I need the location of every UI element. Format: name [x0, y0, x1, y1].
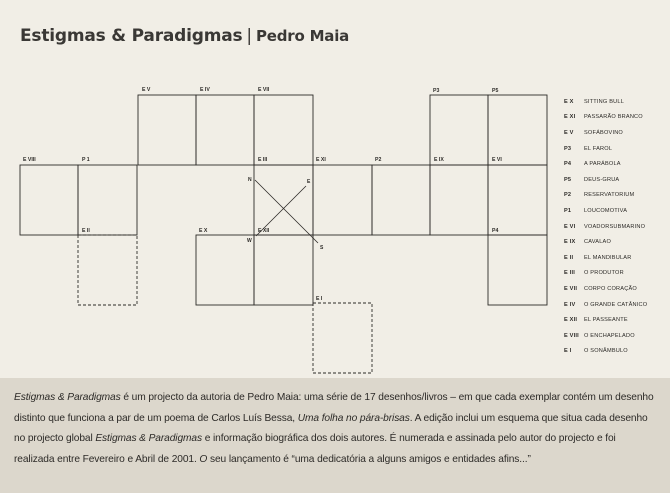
legend-name: CAVALAO [584, 239, 611, 246]
legend-code: E X [564, 98, 574, 105]
desc-part3: e informação biográfica dos dois autores. É numerada e assinada pelo autor do projecto e foi realizada entre Fevereiro e Abril de 2001. [14, 433, 616, 465]
legend-name: O SONÂMBULO [584, 348, 628, 355]
legend-row [564, 281, 668, 297]
legend-name: A PARÁBOLA [584, 161, 621, 168]
legend-row [564, 328, 668, 344]
label-ev: E V [142, 87, 151, 93]
label-eii: E II [82, 228, 90, 234]
legend-name: O ENCHAPELADO [584, 332, 635, 339]
cell-p1 [78, 165, 137, 235]
cell-evii [254, 95, 313, 165]
label-evi: E VI [492, 157, 502, 163]
cell-p5 [488, 95, 547, 165]
legend-row [564, 156, 668, 172]
legend-row [564, 172, 668, 188]
label-p3: P3 [433, 88, 440, 94]
compass-e: E [307, 179, 311, 185]
legend-code: P3 [564, 145, 572, 152]
cell-eix [430, 165, 488, 235]
label-evii: E VII [258, 87, 270, 93]
legend-code: P4 [564, 161, 572, 168]
desc-part2: . A edição inclui um esquema que situa cada desenho no projecto global [14, 412, 648, 444]
legend-code: E XI [564, 114, 576, 121]
legend-name: EL PASSEANTE [584, 317, 628, 324]
title-author: Pedro Maia [255, 27, 350, 45]
label-ex: E X [199, 228, 208, 234]
legend-name: SOFÁBOVINO [584, 129, 623, 136]
desc-launch-word: O [199, 453, 208, 465]
cell-exii [254, 235, 313, 305]
legend-code: E VII [564, 285, 578, 292]
legend-name: O GRANDE CATÂNICO [584, 301, 648, 308]
legend-row [564, 344, 668, 360]
cell-ei-dashed [313, 303, 372, 373]
legend [564, 94, 668, 359]
desc-poem-title: Uma folha no pára-brisas [297, 412, 410, 424]
cell-p3 [430, 95, 488, 165]
legend-name: RESERVATORIUM [584, 192, 635, 199]
legend-name: SITTING BULL [584, 98, 625, 105]
description-text [14, 388, 654, 470]
legend-row [564, 125, 668, 141]
desc-project-title: Estigmas & Paradigmas [14, 392, 121, 403]
title-text: Estigmas & Paradigmas [20, 26, 243, 46]
cell-eiii [254, 165, 313, 235]
compass-w: W [247, 238, 252, 244]
legend-name: VOADORSUBMARINO [584, 223, 646, 230]
legend-name: LOUCOMOTIVA [584, 207, 628, 214]
legend-code: E I [564, 348, 572, 355]
legend-code: E VIII [564, 332, 579, 339]
legend-row [564, 250, 668, 266]
label-eiv: E IV [200, 87, 210, 93]
desc-part4: seu lançamento é “uma dedicatória a alguns amigos e entidades afins...” [207, 453, 531, 465]
cell-exi [313, 165, 372, 235]
legend-code: E VI [564, 223, 576, 230]
label-eix: E IX [434, 157, 444, 163]
legend-row [564, 110, 668, 126]
legend-row [564, 297, 668, 313]
desc-part1: é um projecto da autoria de Pedro Maia: uma série de 17 desenhos/livros – em que cada exemplar contém um desenho distinto que funciona a par de um poema de Carlos Luís Bessa, [14, 392, 654, 424]
legend-name: CORPO CORAÇÃO [584, 285, 637, 292]
cell-eviii [20, 165, 78, 235]
cell-ex [196, 235, 254, 305]
legend-code: E III [564, 270, 575, 277]
cell-p2 [372, 165, 430, 235]
label-eiii: E III [258, 157, 268, 163]
legend-row [564, 266, 668, 282]
label-exi: E XI [316, 157, 326, 163]
legend-code: E IV [564, 301, 576, 308]
label-exii: E XII [258, 228, 270, 234]
label-p4: P4 [492, 228, 499, 234]
legend-code: P2 [564, 192, 572, 199]
compass-s: S [320, 245, 324, 251]
legend-row [564, 94, 668, 110]
legend-code: P5 [564, 176, 572, 183]
legend-name: DEUS-GRUA [584, 176, 620, 183]
label-p1: P 1 [82, 157, 90, 163]
compass-n: N [248, 177, 252, 183]
legend-code: E IX [564, 239, 576, 246]
legend-name: EL FAROL [584, 145, 613, 152]
legend-row [564, 141, 668, 157]
legend-row [564, 234, 668, 250]
label-p5: P5 [492, 88, 499, 94]
cell-eiv [196, 95, 254, 165]
legend-row [564, 203, 668, 219]
legend-name: O PRODUTOR [584, 270, 624, 277]
label-eviii: E VIII [23, 157, 36, 163]
cell-p4 [488, 235, 547, 305]
label-ei: E I [316, 296, 323, 302]
legend-row [564, 312, 668, 328]
legend-name: EL MANDIBULAR [584, 254, 632, 261]
legend-name: PASSARÃO BRANCO [584, 114, 643, 121]
legend-row [564, 188, 668, 204]
cell-ev [138, 95, 196, 165]
legend-code: E II [564, 254, 574, 261]
legend-code: E XII [564, 317, 578, 324]
cell-eii-dashed [78, 235, 137, 305]
legend-code: P1 [564, 207, 572, 214]
label-p2: P2 [375, 157, 382, 163]
title-separator: | [246, 26, 252, 46]
cell-evi [488, 165, 547, 235]
legend-row [564, 219, 668, 235]
desc-project-title-2: Estigmas & Paradigmas [95, 433, 202, 444]
legend-code: E V [564, 129, 574, 136]
